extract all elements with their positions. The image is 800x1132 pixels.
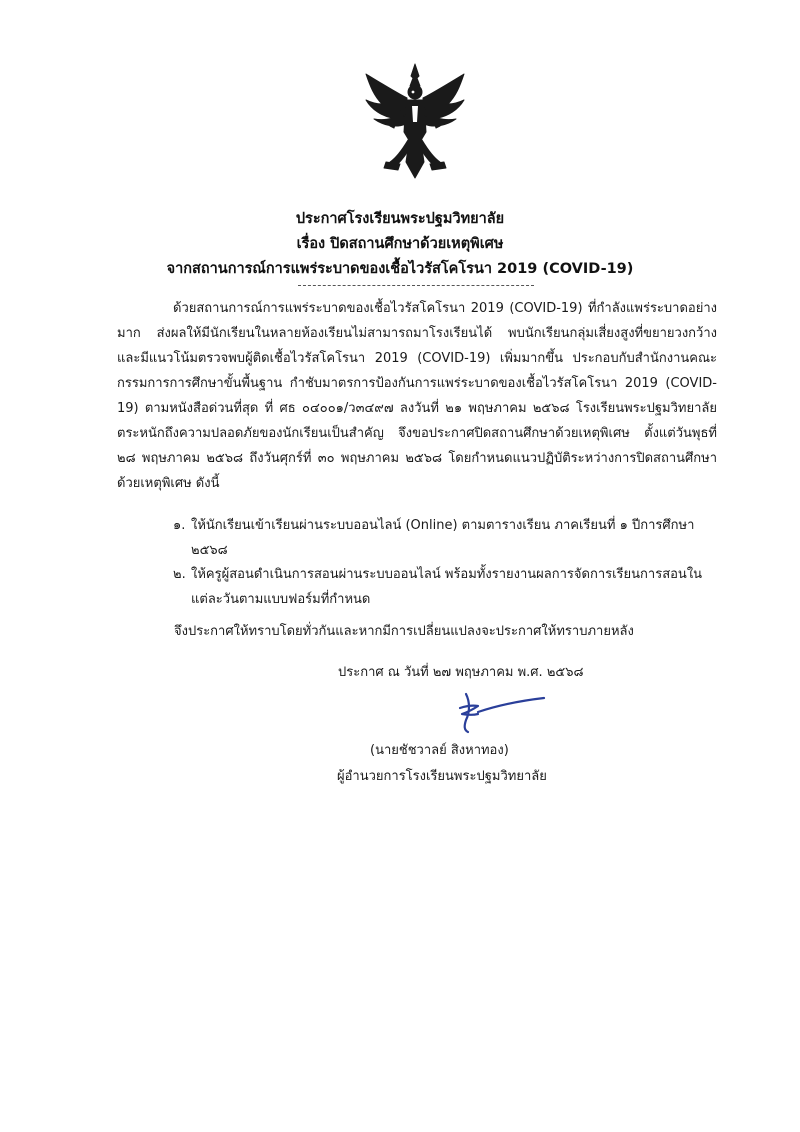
guideline-item-2 bbox=[173, 562, 718, 612]
announcement-subject-detail: จากสถานการณ์การแพร่ระบาดของเชื้อไวรัสโคโรนา 2019 (COVID-19) bbox=[166, 261, 634, 277]
guideline-item-1 bbox=[173, 513, 718, 563]
announcement-subject: เรื่อง ปิดสถานศึกษาด้วยเหตุพิเศษ bbox=[296, 236, 504, 252]
closing-statement: จึงประกาศให้ทราบโดยทั่วกันและหากมีการเปลี่ยนแปลงจะประกาศให้ทราบภายหลัง bbox=[174, 624, 634, 639]
guideline-number: ๑. bbox=[173, 518, 186, 533]
garuda-emblem-icon bbox=[362, 62, 468, 180]
signature-icon bbox=[448, 688, 548, 734]
guideline-text: ให้นักเรียนเข้าเรียนผ่านระบบออนไลน์ (Online) ตามตารางเรียน ภาคเรียนที่ ๑ ปีการศึกษา ๒๕๖๘ bbox=[191, 518, 695, 558]
title-divider bbox=[298, 285, 534, 286]
announcement-title: ประกาศโรงเรียนพระปฐมวิทยาลัย bbox=[295, 211, 505, 227]
guideline-number: ๒. bbox=[173, 567, 186, 582]
body-paragraph-text: ด้วยสถานการณ์การแพร่ระบาดของเชื้อไวรัสโคโรนา 2019 (COVID-19) ที่กำลังแพร่ระบาดอย่างมาก ส่งผลให้มีนักเรียนในหลายห้องเรียนไม่สามารถมาโรงเรียนได้ พบนักเรียนกลุ่มเสี่ยงสูงที่ขยายวงกว้าง และมีแนวโน้มตรวจพบผู้ติดเชื้อไวรัสโคโรนา 2019 (COVID-19) เพิ่มมากขึ้น ประกอบกับสำนักงานคณะกรรมการการศึกษาขั้นพื้นฐาน กำชับมาตรการป้องกันการแพร่ระบาดของเชื้อไวรัสโคโรนา 2019 (COVID-19) ตามหนังสือด่วนที่สุด ที่ ศธ ๐๔๐๐๑/ว๓๔๙๗ ลงวันที่ ๒๑ พฤษภาคม ๒๕๖๘ โรงเรียนพระปฐมวิทยาลัยตระหนักถึงความปลอดภัยของนักเรียนเป็นสำคัญ จึงขอประกาศปิดสถานศึกษาด้วยเหตุพิเศษ ตั้งแต่วันพุธที่ ๒๘ พฤษภาคม ๒๕๖๘ ถึงวันศุกร์ที่ ๓๐ พฤษภาคม ๒๕๖๘ โดยกำหนดแนวปฏิบัติระหว่างการปิดสถานศึกษาด้วยเหตุพิเศษ ดังนี้ bbox=[117, 301, 717, 491]
signer-name: (นายชัชวาลย์ สิงหาทอง) bbox=[370, 743, 509, 758]
guideline-text: ให้ครูผู้สอนดำเนินการสอนผ่านระบบออนไลน์ พร้อมทั้งรายงานผลการจัดการเรียนการสอนในแต่ละวันตามแบบฟอร์มที่กำหนด bbox=[191, 567, 703, 607]
signer-title: ผู้อำนวยการโรงเรียนพระปฐมวิทยาลัย bbox=[337, 769, 547, 784]
announcement-date: ประกาศ ณ วันที่ ๒๗ พฤษภาคม พ.ศ. ๒๕๖๘ bbox=[338, 665, 584, 680]
body-paragraph bbox=[117, 296, 717, 496]
